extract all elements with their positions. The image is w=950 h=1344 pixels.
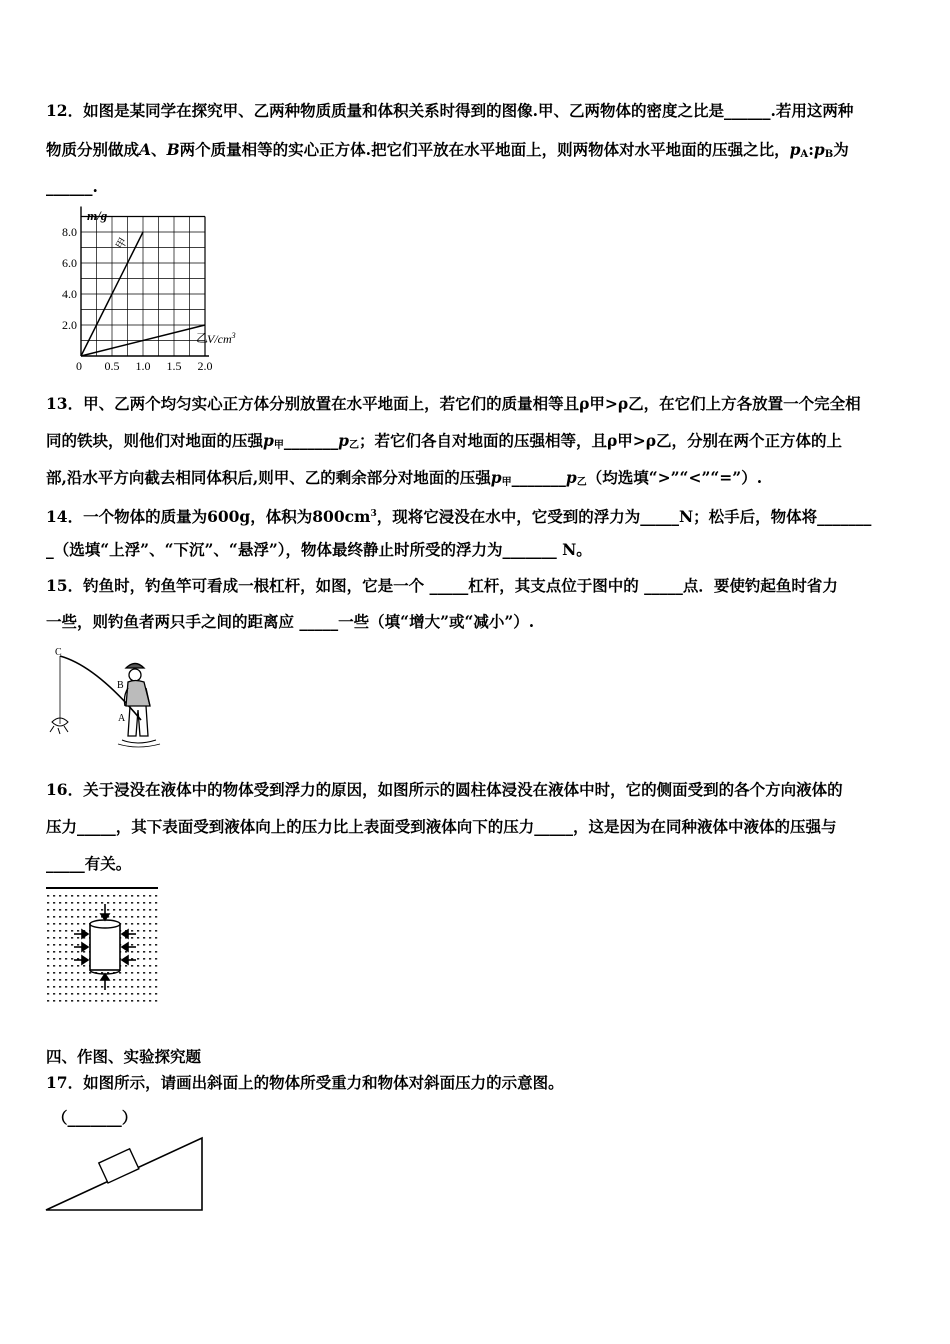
q12-line-2 — [46, 139, 911, 166]
q14-sup: 3 — [370, 509, 377, 519]
q12-text-d: 为 — [833, 140, 849, 159]
q13-p-yi-2-sub: 乙 — [576, 477, 587, 488]
q12-colon: : — [808, 140, 814, 159]
q13-blank-2: _______ — [511, 468, 566, 487]
q13-p-jia-2-sub: 甲 — [501, 477, 512, 488]
q13-line-2 — [46, 430, 911, 457]
y-tick-label: 4.0 — [62, 287, 77, 301]
fishing-label-A: A — [118, 713, 126, 724]
q14-line-1 — [46, 503, 911, 528]
q13-p-jia-sub: 甲 — [273, 440, 284, 451]
x-tick-label: 0 — [76, 359, 82, 373]
fishing-label-C: C — [55, 647, 62, 658]
fishing-label-B: B — [117, 680, 124, 691]
cylinder — [90, 920, 120, 974]
q12-pA: p — [789, 140, 801, 159]
q13-line-3 — [46, 467, 911, 494]
q13-line-1: 13．甲、乙两个均匀实心正方体分别放置在水平地面上，若它们的质量相等且ρ甲>ρ乙，在它们上方各放置一个完全相 — [46, 394, 861, 413]
q17-answer-blank: （_______） — [52, 1108, 138, 1127]
q16-line-2: 压力_____，其下表面受到液体向上的压力比上表面受到液体向下的压力_____，这是因为在同种液体中液体的压强与 — [46, 817, 837, 836]
section-4-title: 四、作图、实验探究题 — [46, 1047, 202, 1066]
q12-line-1: 12．如图是某同学在探究甲、乙两种物质质量和体积关系时得到的图像.甲、乙两物体的密度之比是______.若用这两种 — [46, 101, 854, 120]
q15-fishing-figure — [46, 644, 176, 754]
q12-text-a: 物质分别做成 — [46, 140, 140, 159]
fisherman-icon — [118, 664, 160, 748]
x-tick-label: 2.0 — [197, 359, 213, 373]
q14-line-2: _（选填“上浮”、“下沉”、“悬浮”），物体最终静止时所受的浮力为_______ N。 — [46, 540, 592, 559]
q12-text-b: 、 — [151, 140, 167, 159]
q16-line-3: _____有关。 — [46, 854, 132, 873]
q13-p-jia: p — [263, 431, 274, 450]
q16-line-1: 16．关于浸没在液体中的物体受到浮力的原因，如图所示的圆柱体浸没在液体中时，它的侧面受到的各个方向液体的 — [46, 780, 843, 799]
y-tick-label: 2.0 — [62, 318, 77, 332]
fish-icon — [50, 718, 68, 734]
q12-mass-volume-chart — [50, 206, 260, 376]
chart-label-yi: 乙 — [196, 331, 209, 345]
block-on-incline — [99, 1149, 139, 1183]
q13-text-a: 同的铁块，则他们对地面的压强 — [46, 431, 264, 450]
q12-pB: p — [813, 140, 825, 159]
q17-line-1: 17．如图所示，请画出斜面上的物体所受重力和物体对斜面压力的示意图。 — [46, 1073, 564, 1092]
chart-xlabel: $V/cm^3$ — [207, 331, 236, 346]
q14-text-b: ，现将它浸没在水中，它受到的浮力为_____N；松手后，物体将_______ — [376, 507, 872, 526]
q17-incline-figure — [44, 1136, 208, 1212]
y-tick-label: 8.0 — [62, 225, 77, 239]
y-tick-label: 6.0 — [62, 256, 77, 270]
chart-grid — [81, 217, 205, 357]
q13-p-jia-2: p — [490, 468, 502, 487]
q15-line-1: 15．钓鱼时，钓鱼竿可看成一根杠杆，如图，它是一个 _____杠杆，其支点位于图中的 _____点．要使钓起鱼时省力 — [46, 576, 838, 595]
q13-p-yi-2: p — [565, 468, 577, 487]
q16-cylinder-in-liquid-figure — [46, 886, 160, 1008]
x-tick-label: 0.5 — [104, 359, 120, 373]
q12-label-A: A — [139, 140, 152, 159]
q13-p-yi: p — [338, 431, 349, 450]
q12-text-c: 两个质量相等的实心正方体.把它们平放在水平地面上，则两物体对水平地面的压强之比， — [179, 140, 790, 159]
chart-label-jia: 甲 — [114, 235, 131, 252]
q13-p-yi-sub: 乙 — [348, 440, 359, 451]
x-tick-label: 1.5 — [166, 359, 182, 373]
q13-text-c: ；若它们各自对地面的压强相等，且ρ甲>ρ乙，分别在两个正方体的上 — [358, 431, 843, 450]
q15-line-2: 一些，则钓鱼者两只手之间的距离应 _____一些（填“增大”或“减小”）. — [46, 612, 535, 631]
q13-text-d: 部,沿水平方向截去相同体积后,则甲、乙的剩余部分对地面的压强 — [46, 468, 491, 487]
q12-label-B: B — [166, 140, 180, 159]
q13-text-e: （均选填“>”“<”“=”）. — [586, 468, 763, 487]
q12-pA-sub: A — [800, 149, 809, 160]
x-tick-label: 1.0 — [135, 359, 151, 373]
q12-pB-sub: B — [824, 149, 834, 160]
q14-text-a: 14．一个物体的质量为600g，体积为800cm — [46, 507, 371, 526]
q12-line-3: ______. — [46, 177, 98, 196]
chart-ylabel: m/g — [87, 208, 108, 223]
q13-blank-1: _______ — [283, 431, 339, 450]
